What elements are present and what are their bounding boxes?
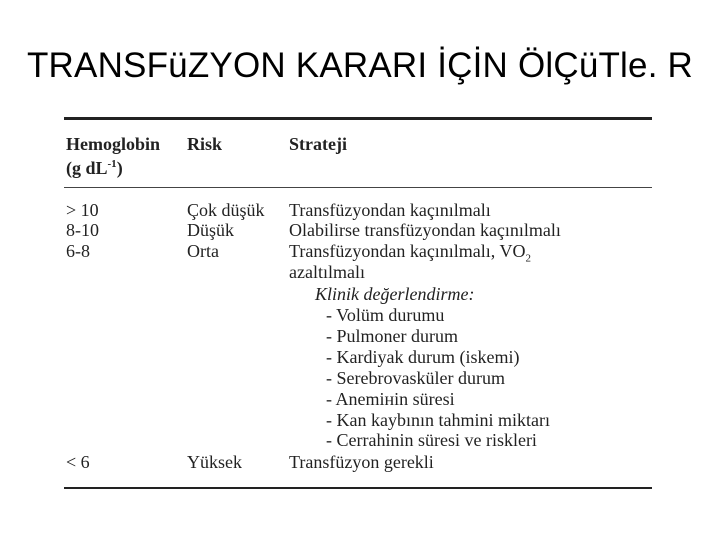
table-header-rule	[64, 187, 652, 188]
clinical-item: - Serebrovasküler durum	[326, 368, 505, 388]
clinical-item: - Volüm durumu	[326, 305, 445, 325]
transfusion-table	[64, 117, 652, 492]
header-risk: Risk	[187, 134, 223, 154]
clinical-item: - Pulmoner durum	[326, 326, 458, 346]
row-3-strategy-text: Transfüzyondan kaçınılmalı, VO	[289, 241, 526, 261]
header-hemoglobin-label: Hemoglobin	[66, 134, 161, 154]
unit-exponent: -1	[107, 158, 117, 170]
row-1-risk: Çok düşük	[187, 200, 265, 220]
table-bottom-rule	[64, 487, 652, 489]
clinical-heading: Klinik değerlendirme:	[315, 284, 475, 304]
unit-text: (g dL	[66, 158, 108, 178]
clinical-item: - Cerrahinin süresi ve riskleri	[326, 430, 537, 450]
clinical-item: - Anemінin süresi	[326, 389, 455, 409]
row-3-hemoglobin: 6-8	[66, 241, 90, 261]
slide-title: TRANSFüZYON KARARI İÇİN ÖlÇüTle. R	[26, 46, 694, 85]
header-strategy: Strateji	[289, 134, 347, 154]
header-hemoglobin-unit	[66, 158, 123, 178]
row-4-strategy: Transfüzyon gerekli	[289, 452, 434, 472]
row-3-strategy-cont: azaltılmalı	[289, 262, 365, 282]
table-top-rule	[64, 117, 652, 120]
row-4-hemoglobin: < 6	[66, 452, 90, 472]
header-hemoglobin	[66, 134, 160, 178]
row-1-hemoglobin: > 10	[66, 200, 99, 220]
row-2-hemoglobin: 8-10	[66, 220, 99, 240]
row-2-risk: Düşük	[187, 220, 235, 240]
clinical-item: - Kardiyak durum (iskemi)	[326, 347, 520, 367]
row-2-strategy: Olabilirse transfüzyondan kaçınılmalı	[289, 220, 561, 240]
row-3-risk: Orta	[187, 241, 219, 261]
clinical-item: - Kan kaybının tahmini miktarı	[326, 410, 550, 430]
unit-close: )	[116, 158, 123, 178]
row-4-risk: Yüksek	[187, 452, 242, 472]
row-3-strategy-subscript: 2	[525, 252, 531, 265]
row-1-strategy: Transfüzyondan kaçınılmalı	[289, 200, 491, 220]
